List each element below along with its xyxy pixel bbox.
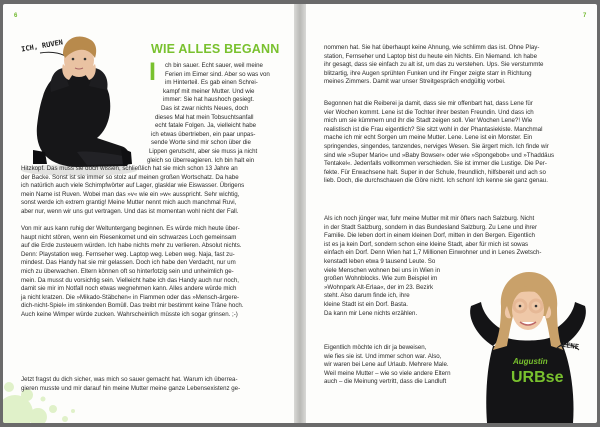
text-line: kleine Stadt ist ein Dorf. Basta.: [324, 300, 408, 308]
text-line: station, Fernseher und Laptop bist du heute ein Nichts. Ein Niemand. Ich habe: [324, 52, 538, 60]
paragraph-2: [21, 225, 244, 320]
text-line: Ferien im Eimer sind. Aber so was von: [165, 70, 270, 78]
text-line: Das ist zwar nichts Neues, doch: [161, 104, 249, 112]
chapter-heading: WIE ALLES BEGANN: [151, 42, 280, 56]
text-line: sonst werde ich extrem grantig! Meine Mutter nennt mich auch manchmal Ruvi,: [21, 199, 237, 207]
text-line: Lippen gerutscht, aber sie muss ja nicht: [149, 147, 258, 155]
text-line: immer: Sie hat haushoch gesiegt.: [163, 96, 255, 104]
text-line: dieses Mal hat mein Tobsuchtsanfall: [155, 113, 254, 121]
text-line: in der Stadt Salzburg, sondern in das Bundesland Salzburg. Zu Lene und ihrer: [324, 223, 538, 231]
photo-label-lene: LENE: [561, 340, 580, 352]
text-line: Jetzt fragst du dich sicher, was mich so sauer gemacht hat. Warum ich überrea-: [21, 376, 238, 383]
text-line: Als ich noch jünger war, fuhr meine Mutter mit mir öfters nach Salzburg. Nicht: [324, 215, 535, 222]
text-line: blitzartig, ihre Augen sprühten Funken und ihr Finger zeigte starr in Richtung: [324, 69, 532, 77]
text-line: kampf mit meiner Mutter. Und wie: [163, 87, 255, 95]
paragraph-1: [21, 165, 244, 217]
intro-paragraph-narrow: [147, 62, 270, 165]
text-line: einfach ein Dorf. Denn Wien hat 1,7 Millionen Einwohner und in Lenes Zwetsch-: [324, 249, 542, 257]
text-line: fekte. Für Erwachsene halt. Super in der Schule, freundlich, hilfsbereit und ach so: [324, 168, 546, 176]
text-line: großen Wohnblocks. Wie zum Beispiel im: [324, 275, 438, 283]
paragraph-lene: [324, 100, 554, 186]
text-line: der Backe. Sonst ist sie immer so stolz auf meinen großen Wortschatz. Da habe: [21, 173, 239, 181]
text-line: damit sie mir im Notfall noch etwas wegnehmen kann. Alles andere würde mich: [21, 285, 237, 293]
text-line: ich natürlich auch viele Schimpfwörter auf Lager, glasklar wie Eiswasser. Übrigens: [21, 182, 245, 190]
text-line: mein. Da musst du vorsichtig sein. Vielleicht habe ich das Handy auch nur noch,: [21, 276, 239, 284]
page-number-right: 7: [583, 13, 587, 19]
text-line: mindest. Das Handy hat sie mir gelassen. Doch ich habe den Verdacht, nur um: [21, 259, 236, 267]
left-page: [3, 4, 294, 423]
text-line: ist es ja kein Dorf, sondern schon eine kleine Stadt, aber für mich ist sowas: [324, 240, 529, 248]
text-line: Auch keine Wimper würde zucken. Wahrscheinlich müsste ich sogar grinsen. ;-): [21, 310, 238, 318]
text-line: Da kann mir Lene nichts erzählen.: [324, 309, 418, 317]
page-number-left: 6: [14, 13, 18, 19]
text-line: ch bin sauer. Echt sauer, weil meine: [165, 62, 263, 69]
text-line: im Hinterteil. Es gab einen Schrei-: [165, 79, 258, 87]
paragraph-3: [21, 376, 240, 393]
text-line: Weil meine Mutter – wie so viele andere Eltern: [324, 369, 451, 377]
shirt-logo-line1: Augustin: [513, 357, 548, 366]
text-line: ich etwas übertrieben, ein paar unpas-: [151, 130, 256, 138]
photo-ruven: [17, 30, 139, 178]
text-line: Von mir aus kann ruhig der Weltuntergang beginnen. Es würde mich heute über-: [21, 225, 240, 232]
text-line: springendes, singendes, tanzendes, nerviges Wesen. Sie ärgert mich. Ich finde wir: [324, 142, 549, 150]
text-line: gleich so überreagieren. Ich bin halt ein: [147, 156, 255, 164]
text-line: nommen hat. Sie hat überhaupt keine Ahnung, wie schlimm das ist. Ohne Play-: [324, 44, 540, 51]
text-line: ihr gesagt, dass sie einfach zu alt ist, um das zu verstehen. Ups. Sie verstummte: [324, 61, 544, 69]
text-line: wir waren bei Lene auf Urlaub. Mehrere Male.: [324, 361, 449, 369]
text-line: auf die Erde zusteuern würden. Ich habe nichts mehr zu verlieren. Absolut nichts.: [21, 242, 242, 250]
text-line: wie fies sie ist. Und immer schon war. Also,: [324, 352, 442, 360]
text-line: kenstadt leben etwa 9 tausend Leute. So: [324, 257, 436, 265]
text-line: mein Name ist Ruven. Wobei man das »v« wie ein »w« ausspricht. Sehr wichtig,: [21, 190, 240, 198]
text-line: aber nur, wenn wir uns gut vertragen. Und das ist momentan wohl nicht der Fall.: [21, 207, 239, 215]
text-line: Begonnen hat die Reiberei ja damit, dass sie mir offenbart hat, dass Lene für: [324, 100, 533, 107]
drop-cap: I: [149, 58, 156, 86]
text-line: ja nicht kratzen. Die »Mikado-Stäbchen« in Flammen oder das »Mensch-ärgere-: [21, 293, 240, 301]
text-line: haupt nicht stören, wenn ein Riesenkomet und ein schwarzes Loch gemeinsam: [21, 233, 237, 241]
text-line: dich-nicht-Spiel« im stinkenden Bomüll. Das treibt mir bestimmt keine Träne hoch.: [21, 302, 244, 310]
text-line: auch – die Meinung vertritt, dass die Landluft: [324, 378, 447, 386]
text-line: steht. Also darum finde ich, ihre: [324, 292, 410, 300]
text-line: vier Wochen kommt. Lene ist die Tochter ihrer besten Freundin. Und dass ich: [324, 108, 534, 116]
text-line: Denn: Playstation weg. Fernseher weg. Laptop weg. Leben weg. Naja, fast zu-: [21, 250, 235, 258]
paragraph-continued: [324, 44, 543, 87]
shirt-logo-line2: URBse: [511, 369, 564, 386]
text-line: Tentakel«. Jedenfalls vollkommen verschieden. Sie ist immer die Lustige. Die Per-: [324, 160, 547, 168]
text-line: meines Zimmers. Damit war unser Streitgespräch endgültig vorbei.: [324, 78, 506, 86]
text-line: Familie. Die leben dort in einem kleinen Dorf, mitten in den Bergen. Eigentlich: [324, 232, 535, 240]
text-line: lieb. Doch, die durchschauen die Göre nicht. Ich schon! Ich kenne sie ganz genau.: [324, 177, 548, 185]
text-line: sende Worte sind mir schon über die: [151, 139, 251, 147]
text-line: Eigentlich möchte ich dir ja beweisen,: [324, 344, 427, 351]
text-line: gieren musste und mir darauf hin meine Mutter meine ganze Lebensexistenz ge-: [21, 384, 241, 392]
right-page: [306, 4, 597, 423]
photo-label-ruven: ICH, RUVEN: [20, 38, 64, 54]
text-line: mich um sie kümmern und ihr die Stadt zeigen soll. Vier Wochen Lene?! Wie: [324, 117, 533, 125]
book-gutter: [294, 4, 306, 423]
paragraph-urlaub: [324, 344, 451, 387]
text-line: »Wohnpark Alt-Erlaa«, der im 23. Bezirk: [324, 283, 434, 291]
text-line: viele Menschen wohnen bei uns in Wien in: [324, 266, 441, 274]
text-line: mich zu überwachen. Eltern können oft so hinterfotzig sein und unheimlich ge-: [21, 267, 234, 275]
text-line: mache ich mir echt Sorgen um meine Mutter. Lene. Lene ist ein Monster. Ein: [324, 134, 533, 142]
text-line: Hitzkopf. Das muss sie doch wissen, schließlich hat sie mich schon 13 Jahre an: [21, 165, 238, 172]
text-line: echt fatale Folgen. Ja, vielleicht habe: [155, 122, 257, 130]
text-line: realistisch ist die Frau eigentlich? Sie sitzt wohl in der Phantasiekiste. Manchmal: [324, 125, 543, 133]
text-line: sind wie »Super Mario« und »Baby Bowser« oder wie »Spongebob« und »Thaddäus: [324, 151, 555, 159]
